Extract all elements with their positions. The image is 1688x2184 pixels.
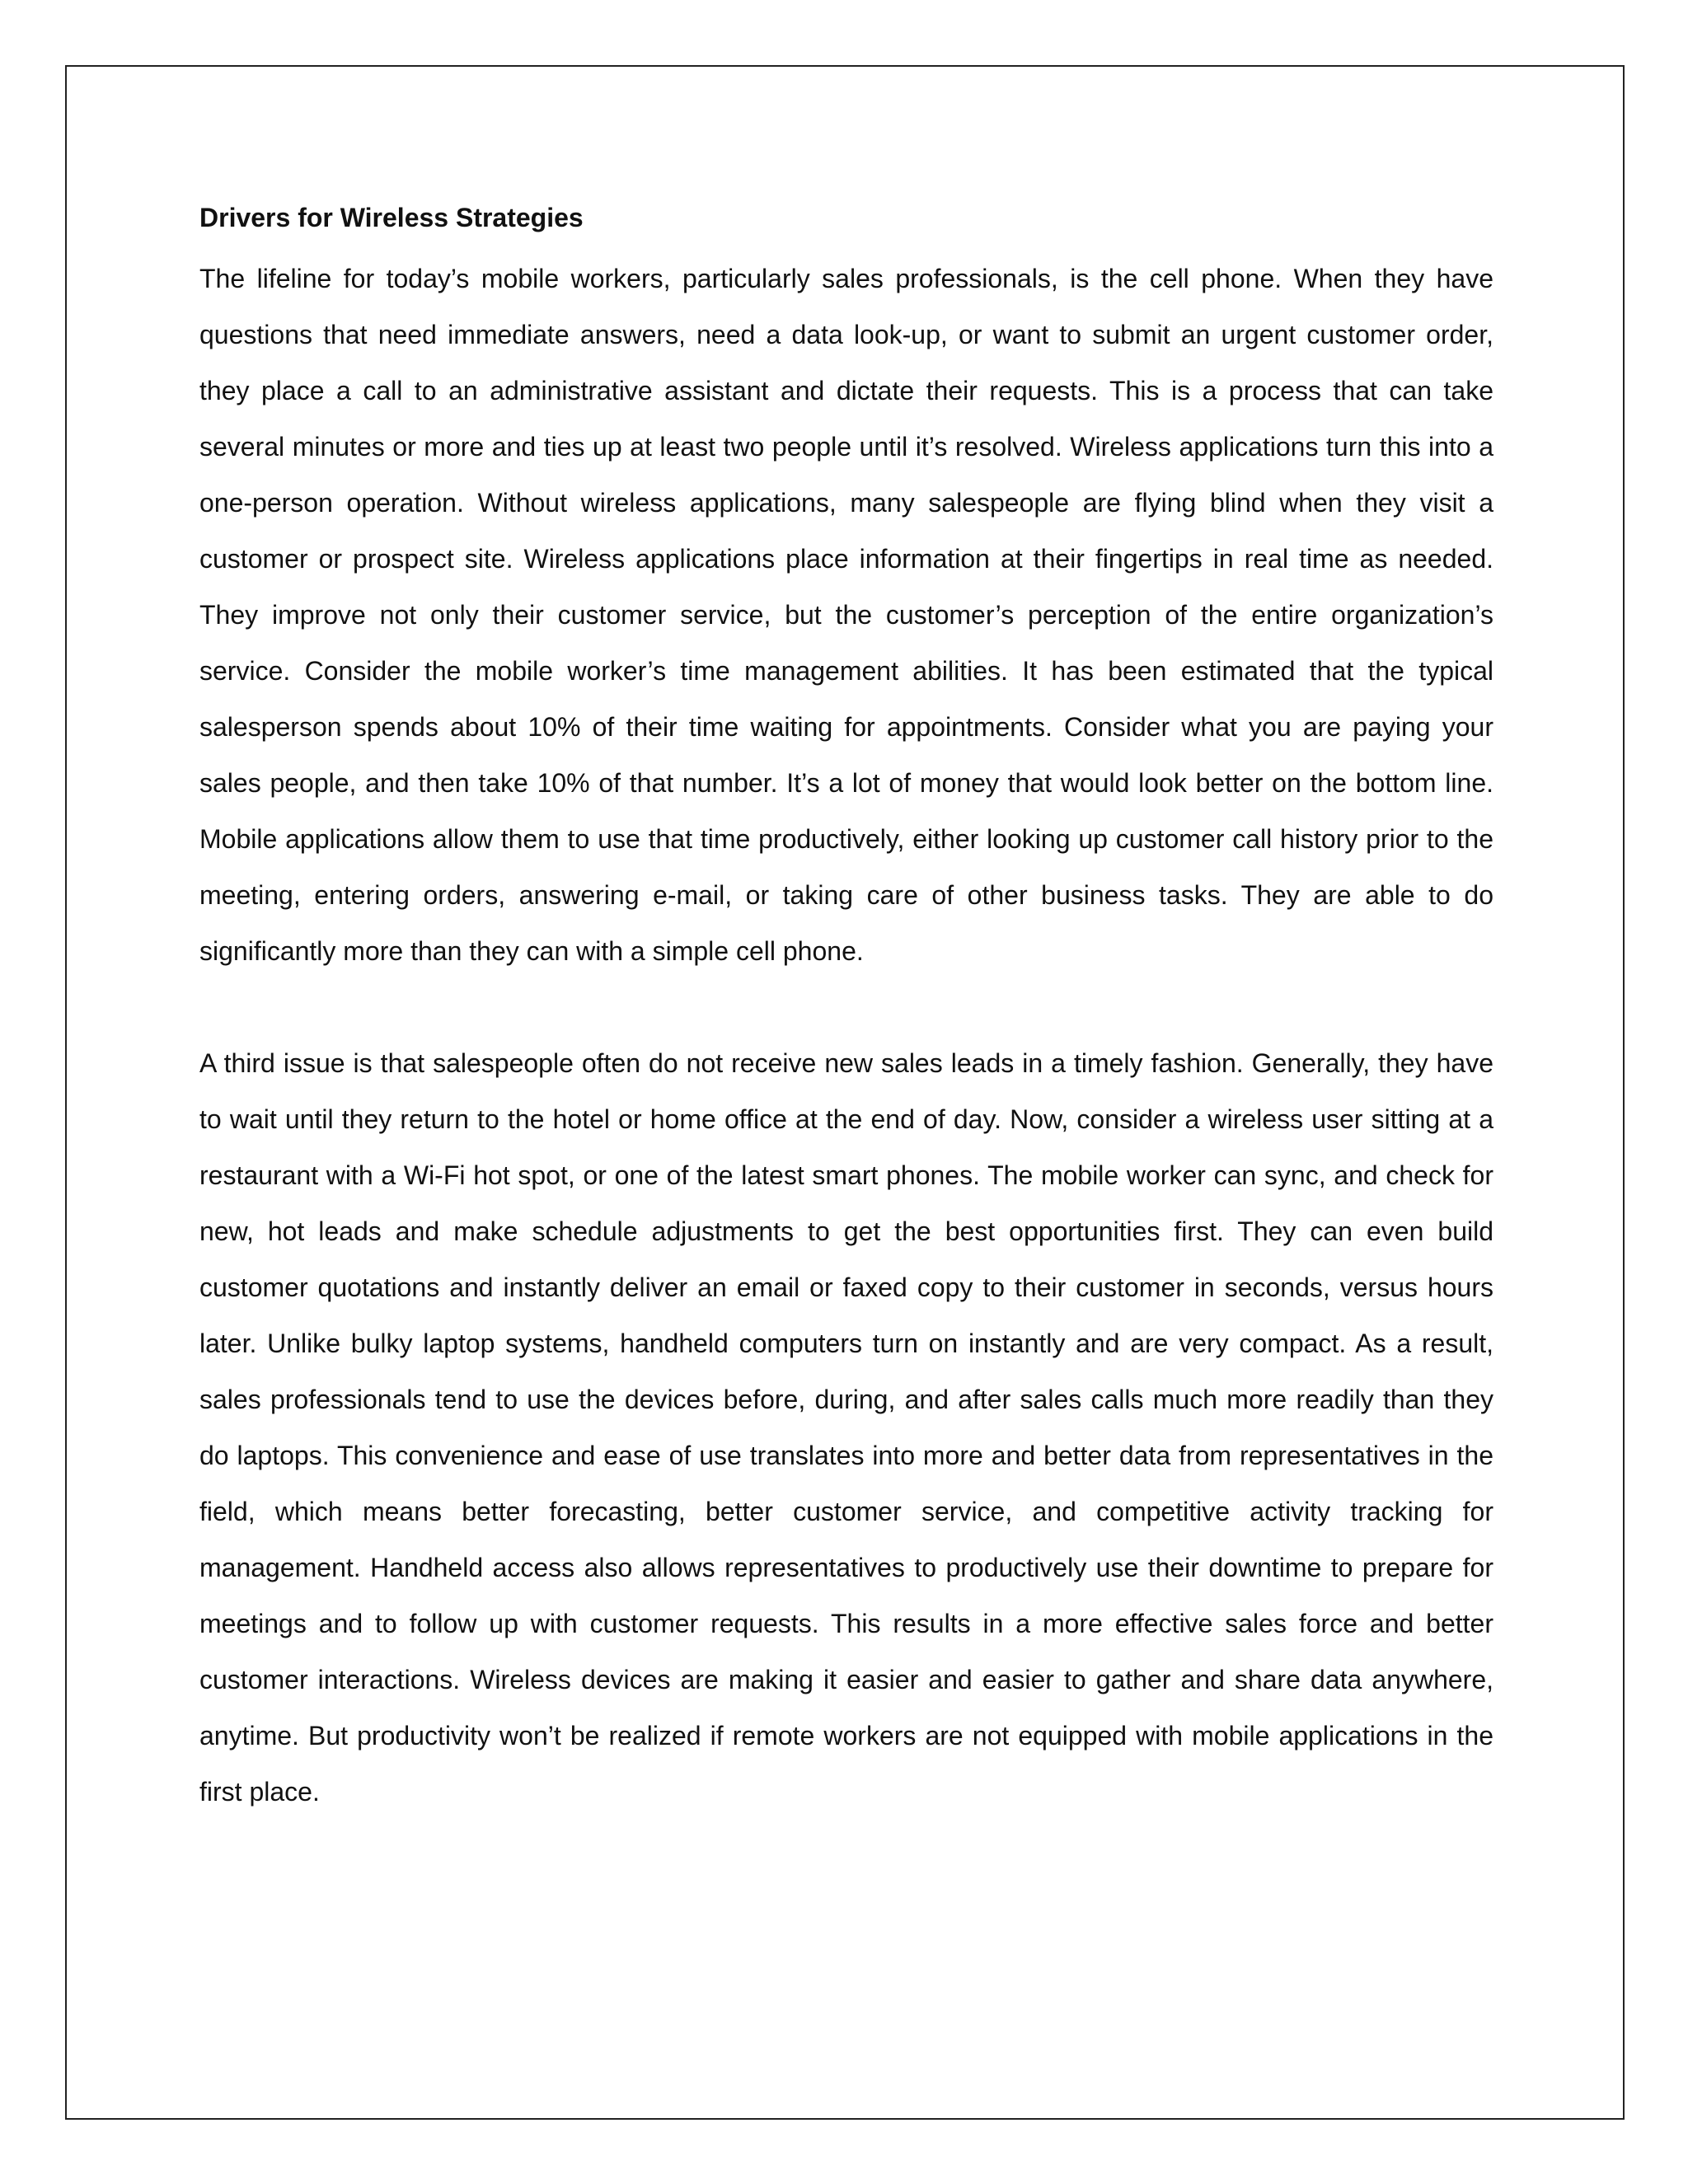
document-body [199,199,1493,1820]
paragraph-1: The lifeline for today’s mobile workers, particularly sales professionals, is the cell phone. When they have questions that need immediate answers, need a data look-up, or want to submit an urgent customer order, they place a call to an administrative assistant and dictate their requests. This is a process that can take several minutes or more and ties up at least two people until it’s resolved. Wireless applications turn this into a one-person operation. Without wireless applications, many salespeople are flying blind when they visit a customer or prospect site. Wireless applications place information at their fingertips in real time as needed. They improve not only their customer service, but the customer’s perception of the entire organization’s service. Consider the mobile worker’s time management abilities. It has been estimated that the typical salesperson spends about 10% of their time waiting for appointments. Consider what you are paying your sales people, and then take 10% of that number. It’s a lot of money that would look better on the bottom line. Mobile applications allow them to use that time productively, either looking up customer call history prior to the meeting, entering orders, answering e-mail, or taking care of other business tasks. They are able to do significantly more than they can with a simple cell phone. [199,264,1493,966]
document-title: Drivers for Wireless Strategies [199,203,584,232]
paragraph-2: A third issue is that salespeople often do not receive new sales leads in a timely fashion. Generally, they have to wait until they return to the hotel or home office at the end of day. Now, consider a wireless user sitting at a restaurant with a Wi-Fi hot spot, or one of the latest smart phones. The mobile worker can sync, and check for new, hot leads and make schedule adjustments to get the best opportunities first. They can even build customer quotations and instantly deliver an email or faxed copy to their customer in seconds, versus hours later. Unlike bulky laptop systems, handheld computers turn on instantly and are very compact. As a result, sales professionals tend to use the devices before, during, and after sales calls much more readily than they do laptops. This convenience and ease of use translates into more and better data from representatives in the field, which means better forecasting, better customer service, and competitive activity tracking for management. Handheld access also allows representatives to productively use their downtime to prepare for meetings and to follow up with customer requests. This results in a more effective sales force and better customer interactions. Wireless devices are making it easier and easier to gather and share data anywhere, anytime. But productivity won’t be realized if remote workers are not equipped with mobile applications in the first place. [199,1048,1493,1807]
